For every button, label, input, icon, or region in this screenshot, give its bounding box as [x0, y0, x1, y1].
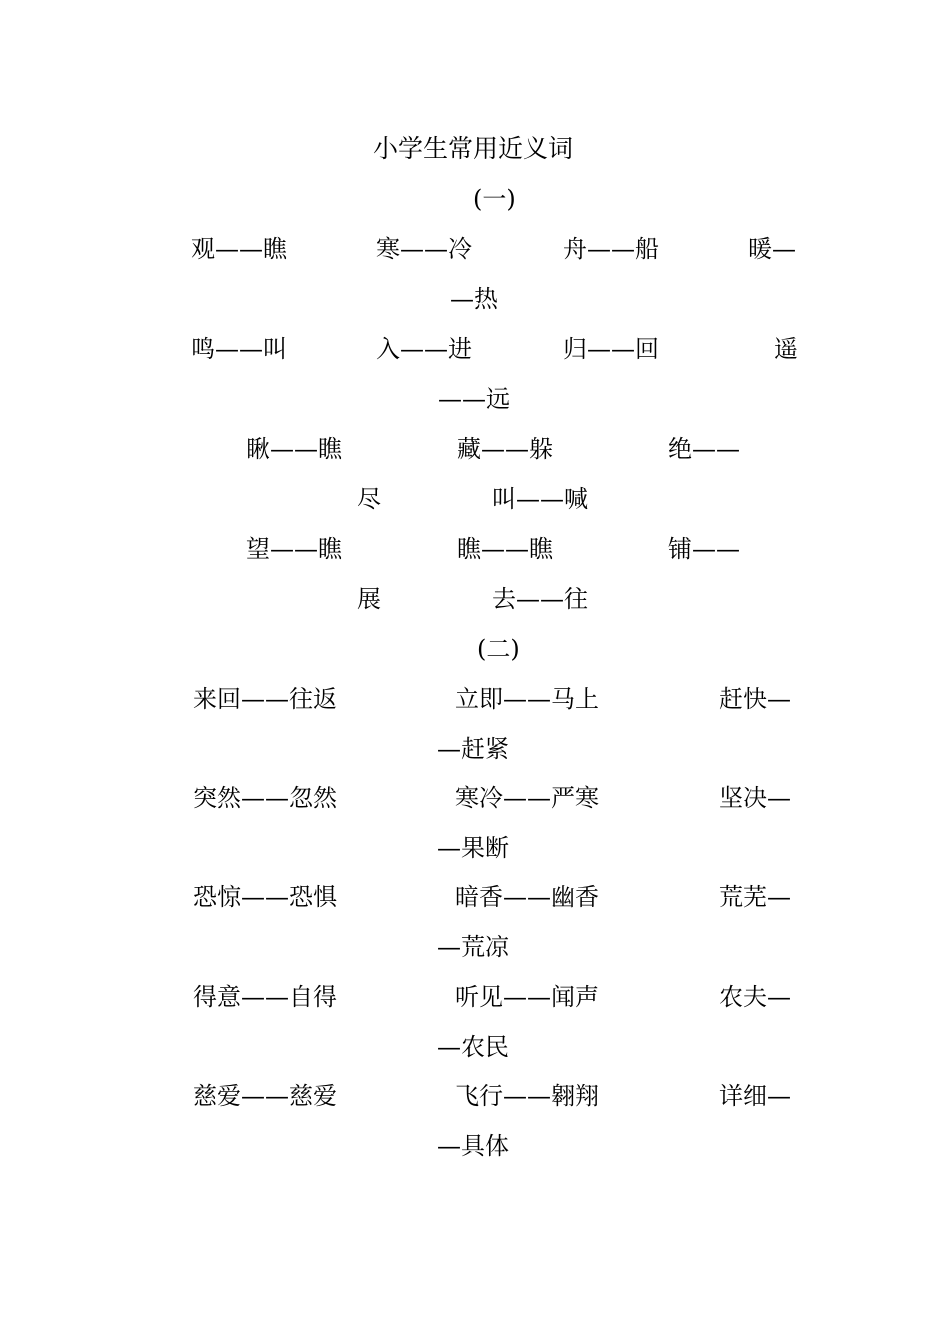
word-pair: 立即——马上	[455, 685, 599, 713]
word-pair: —果断	[437, 834, 509, 862]
word-pair: 寒冷——严寒	[455, 784, 599, 812]
word-pair: 飞行——翱翔	[455, 1082, 599, 1110]
section-heading: (二)	[477, 635, 520, 663]
word-pair: 听见——闻声	[455, 983, 599, 1011]
word-pair: 慈爱——慈爱	[193, 1082, 337, 1110]
word-pair: 来回——往返	[193, 685, 337, 713]
word-pair: 望——瞧	[246, 535, 342, 563]
word-pair: 详细—	[719, 1082, 791, 1110]
word-pair: —赶紧	[437, 735, 509, 763]
word-pair: 遥	[774, 335, 798, 363]
word-pair: 恐惊——恐惧	[193, 883, 337, 911]
word-pair: 农夫—	[719, 983, 791, 1011]
word-pair: 暖—	[748, 235, 796, 263]
word-pair: 突然——忽然	[193, 784, 337, 812]
word-pair: 舟——船	[563, 235, 659, 263]
word-pair: 寒——冷	[376, 235, 472, 263]
word-pair: 尽	[357, 485, 381, 513]
word-pair: 暗香——幽香	[455, 883, 599, 911]
word-pair: 荒芜—	[719, 883, 791, 911]
word-pair: 得意——自得	[193, 983, 337, 1011]
word-pair: 观——瞧	[191, 235, 287, 263]
word-pair: —具体	[437, 1132, 509, 1160]
word-pair: 藏——躲	[457, 435, 553, 463]
word-pair: 入——进	[376, 335, 472, 363]
word-pair: 绝——	[668, 435, 740, 463]
word-pair: 鸣——叫	[191, 335, 287, 363]
section-heading: (一)	[473, 185, 516, 213]
word-pair: 赶快—	[719, 685, 791, 713]
word-pair: 叫——喊	[492, 485, 588, 513]
word-pair: 去——往	[492, 585, 588, 613]
word-pair: 瞧——瞧	[457, 535, 553, 563]
word-pair: 瞅——瞧	[246, 435, 342, 463]
word-pair: 归——回	[563, 335, 659, 363]
word-pair: ——远	[438, 385, 510, 413]
word-pair: —荒凉	[437, 933, 509, 961]
word-pair: —农民	[437, 1033, 509, 1061]
document-title: 小学生常用近义词	[373, 134, 574, 163]
word-pair: 展	[357, 585, 381, 613]
word-pair: —热	[450, 285, 498, 313]
word-pair: 坚决—	[719, 784, 791, 812]
word-pair: 铺——	[668, 535, 740, 563]
